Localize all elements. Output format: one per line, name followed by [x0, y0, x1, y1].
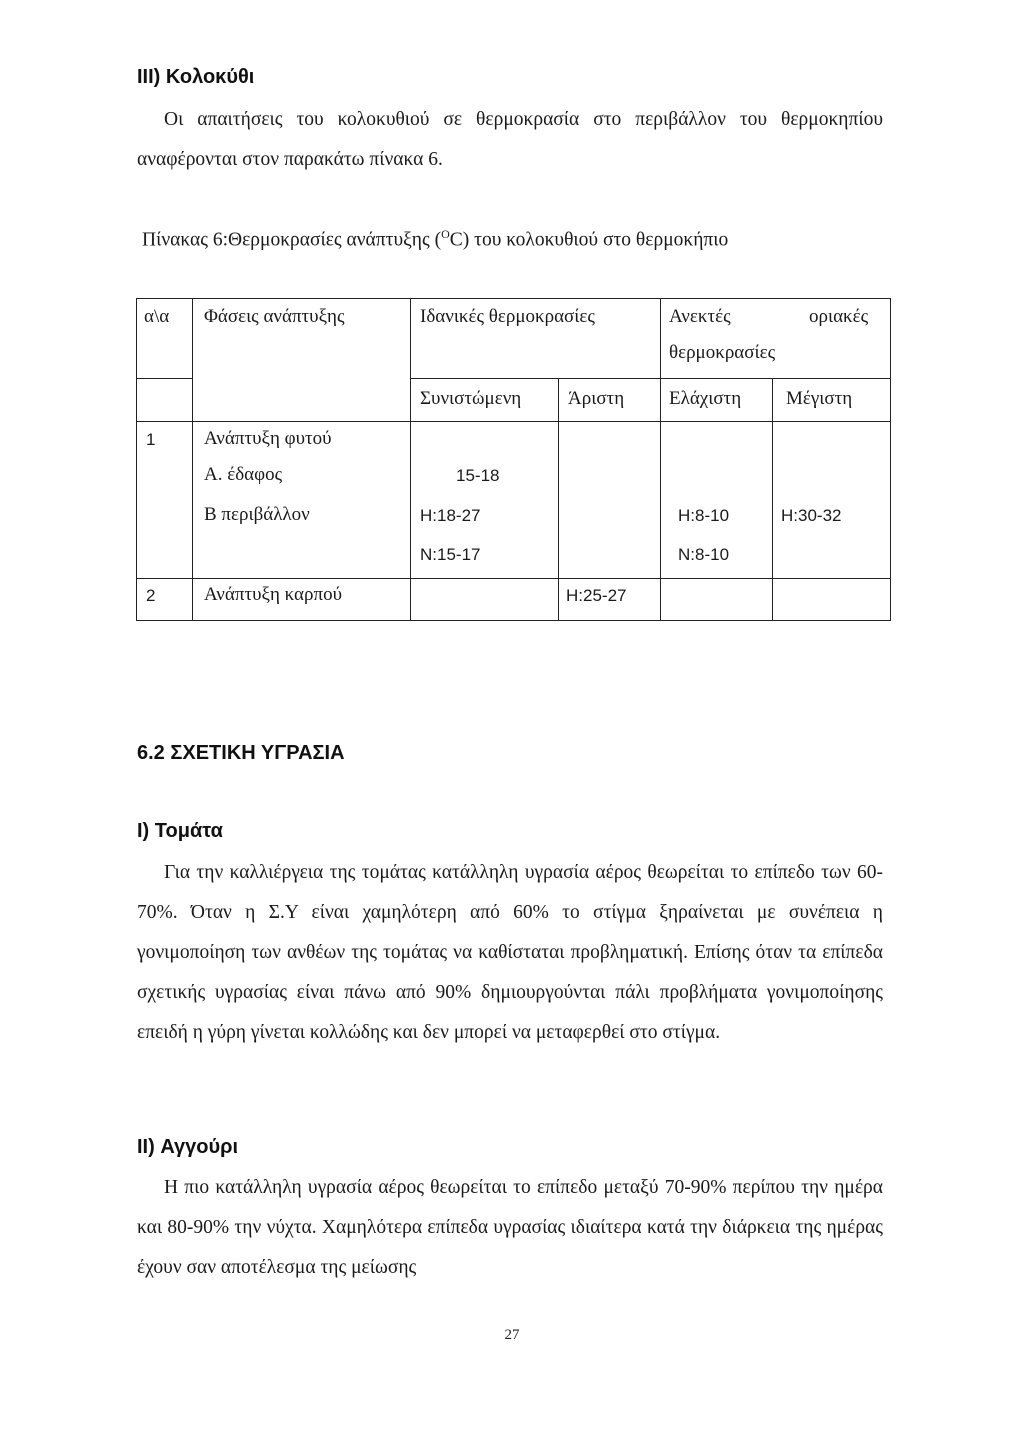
section-heading-pumpkin: III) Κολοκύθι: [137, 66, 255, 88]
row2-phase: Ανάπτυξη καρπού: [204, 584, 342, 605]
paragraph-tomato: Για την καλλιέργεια της τομάτας κατάλληλη υγρασία αέρος θεωρείται το επίπεδο των 60-70%. Όταν η Σ.Υ είναι χαμηλότερη από 60% το στίγμα ξηραίνεται με συνέπεια η γονιμοποίηση των ανθέων της τομάτας να καθίσταται προβληματική. Επίσης όταν τα επίπεδα σχετικής υγρασίας είναι πάνω από 90% δημιουργούνται πάλι προβλήματα γονιμοποίησης επειδή η γύρη γίνεται κολλώδης και δεν μπορεί να μεταφερθεί στο στίγμα.: [137, 862, 883, 1043]
table-caption: [142, 227, 728, 252]
table-rule-header-bottom: [136, 421, 891, 422]
row1-env-label: Β περιβάλλον: [204, 504, 310, 525]
row1-env-recommended-night: Ν:15-17: [420, 545, 481, 564]
header-tolerable-a: Ανεκτές: [669, 306, 731, 327]
caption-degree-sup: O: [441, 227, 450, 241]
table-rule-header-index: [136, 378, 192, 379]
table-col-divider-4: [660, 298, 661, 621]
table-border-right: [890, 298, 891, 621]
caption-prefix: Πίνακας 6:Θερμοκρασίες ανάπτυξης (: [142, 229, 442, 251]
table-rule-subheader: [410, 378, 891, 379]
header-tolerable-b: οριακές: [809, 306, 869, 327]
table-col-divider-5: [772, 378, 773, 621]
row1-env-max-day: Η:30-32: [781, 506, 842, 525]
row1-env-min-day: Η:8-10: [678, 506, 730, 525]
header-ideal: Ιδανικές θερμοκρασίες: [420, 306, 595, 327]
table-rule-bottom: [136, 620, 891, 621]
header-phases: Φάσεις ανάπτυξης: [204, 306, 345, 327]
header-tolerable-c: θερμοκρασίες: [669, 342, 776, 363]
header-index: α\α: [144, 306, 170, 327]
table-col-divider-2: [410, 298, 411, 621]
subheader-min: Ελάχιστη: [669, 388, 742, 409]
row1-env-min-night: Ν:8-10: [678, 545, 730, 564]
table-rule-top: [136, 298, 891, 299]
table-col-divider-1: [192, 298, 193, 621]
paragraph-pumpkin: Οι απαιτήσεις του κολοκυθιού σε θερμοκρασία στο περιβάλλον του θερμοκηπίου αναφέρονται στον παρακάτω πίνακα 6.: [137, 109, 883, 170]
table-rule-row1-bottom: [136, 578, 891, 579]
table-border-left: [136, 298, 137, 621]
row2-index: 2: [146, 586, 156, 605]
paragraph-cucumber: Η πιο κατάλληλη υγρασία αέρος θεωρείται το επίπεδο μεταξύ 70-90% περίπου την ημέρα και 80-90% την νύχτα. Χαμηλότερα επίπεδα υγρασίας ιδιαίτερα κατά την διάρκεια της ημέρας έχουν σαν αποτέλεσμα της μείωσης: [137, 1177, 883, 1278]
section-heading-humidity: 6.2 ΣΧΕΤΙΚΗ ΥΓΡΑΣΙΑ: [137, 742, 345, 764]
row1-phase: Ανάπτυξη φυτού: [204, 428, 332, 449]
row1-soil-recommended: 15-18: [456, 466, 500, 485]
row2-optimal: Η:25-27: [566, 586, 627, 605]
table-col-divider-3: [558, 378, 559, 621]
row1-env-recommended-day: Η:18-27: [420, 506, 481, 525]
subheader-max: Μέγιστη: [786, 388, 853, 409]
section-heading-tomato: I) Τομάτα: [137, 820, 223, 842]
section-heading-cucumber: II) Αγγούρι: [137, 1136, 239, 1158]
caption-suffix: C) του κολοκυθιού στο θερμοκήπιο: [449, 229, 729, 251]
page-number: 27: [504, 1327, 520, 1343]
subheader-recommended: Συνιστώμενη: [420, 388, 522, 409]
row1-soil-label: Α. έδαφος: [204, 464, 283, 485]
row1-index: 1: [146, 430, 156, 449]
subheader-optimal: Άριστη: [568, 388, 625, 409]
